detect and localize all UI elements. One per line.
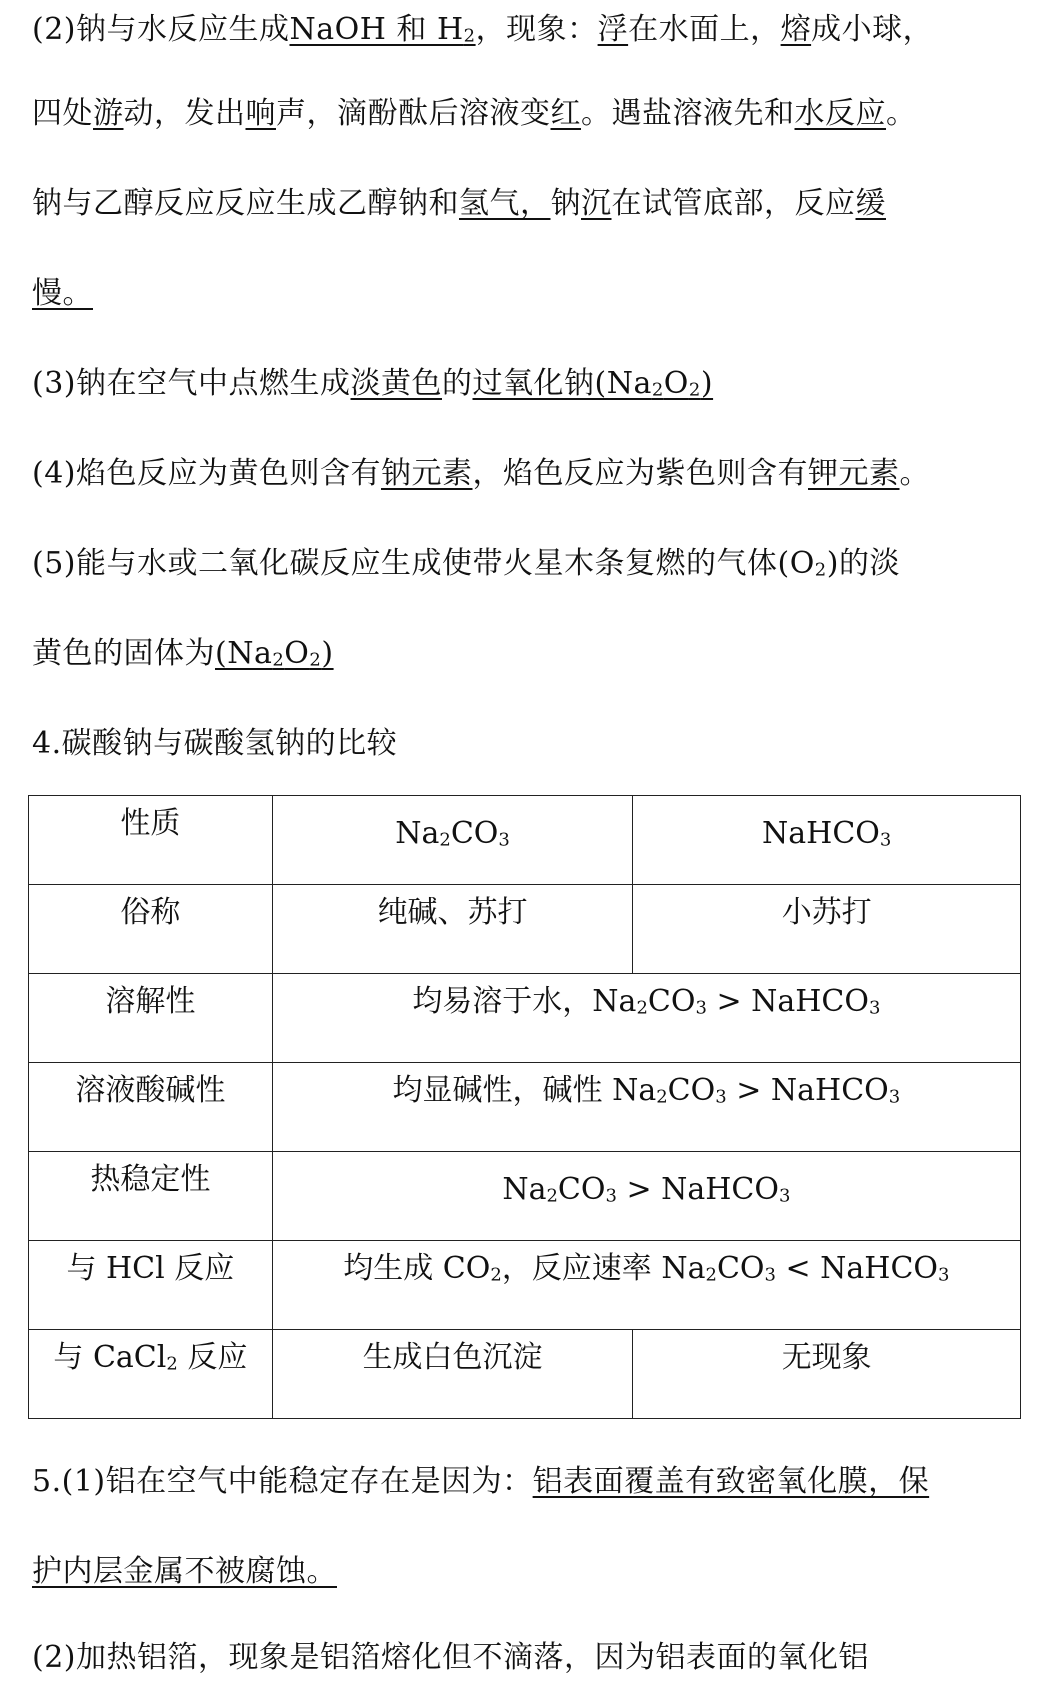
text-line-10: 护内层金属不被腐蚀。 [32,1554,337,1589]
table-row [29,1063,1021,1152]
text-line-1: (2)钠与水反应生成NaOH 和 $H_2$，现象：浮在水面上，熔成小球， [32,12,934,47]
table-cell: 均显碱性，碱性 $Na_2CO_3$ > NaHCO$_3$ [272,1063,1020,1152]
row-header: 性质 [29,796,273,885]
underlined-answer: NaOH 和 $H_2$ [289,12,476,47]
comparison-table [28,795,1021,1419]
text-line-3: 钠与乙醇反应反应生成乙醇钠和氢气，钠沉在试管底部，反应缓 [32,186,886,221]
row-header: 俗称 [29,885,273,974]
table-row [29,1241,1021,1330]
table-cell: $Na_2CO_3$ > NaHCO$_3$ [272,1152,1020,1241]
table-row [29,1330,1021,1419]
text-line-4: 慢。 [32,276,93,311]
table-cell: 生成白色沉淀 [272,1330,633,1419]
table-row [29,796,1021,885]
row-header: 与 HCl 反应 [29,1241,273,1330]
table-cell: 纯碱、苏打 [272,885,633,974]
text-line-6: (4)焰色反应为黄色则含有钠元素，焰色反应为紫色则含有钾元素。 [32,456,930,491]
row-header: 溶液酸碱性 [29,1063,273,1152]
text-line-5: (3)钠在空气中点燃生成淡黄色的过氧化钠$(Na_2O_2)$ [32,366,714,401]
table-cell: 均生成 $CO_2$，反应速率 $Na_2CO_3$ < NaHCO$_3$ [272,1241,1020,1330]
text-line-7: (5)能与水或二氧化碳反应生成使带火星木条复燃的气体$(O_2)$的淡 [32,546,900,581]
table-cell: $Na_2CO_3$ [272,796,633,885]
text-line-11: (2)加热铝箔，现象是铝箔熔化但不滴落，因为铝表面的氧化铝 [32,1640,869,1675]
table-row [29,885,1021,974]
table-row [29,1152,1021,1241]
table-row [29,974,1021,1063]
row-header: 溶解性 [29,974,273,1063]
table-cell: NaHCO$_3$ [633,796,1021,885]
table-cell: 均易溶于水，$Na_2CO_3$ > NaHCO$_3$ [272,974,1020,1063]
text-line-2: 四处游动，发出响声，滴酚酞后溶液变红。遇盐溶液先和水反应。 [32,96,917,131]
text-line-9: 5.(1)铝在空气中能稳定存在是因为：铝表面覆盖有致密氧化膜，保 [32,1464,930,1499]
row-header: 与 CaCl$_2$ 反应 [29,1330,273,1419]
table-cell: 无现象 [633,1330,1021,1419]
section-4-heading: 4.碳酸钠与碳酸氢钠的比较 [32,726,398,761]
row-header: 热稳定性 [29,1152,273,1241]
table-cell: 小苏打 [633,885,1021,974]
text-line-8: 黄色的固体为$(Na_2O_2)$ [32,636,334,671]
